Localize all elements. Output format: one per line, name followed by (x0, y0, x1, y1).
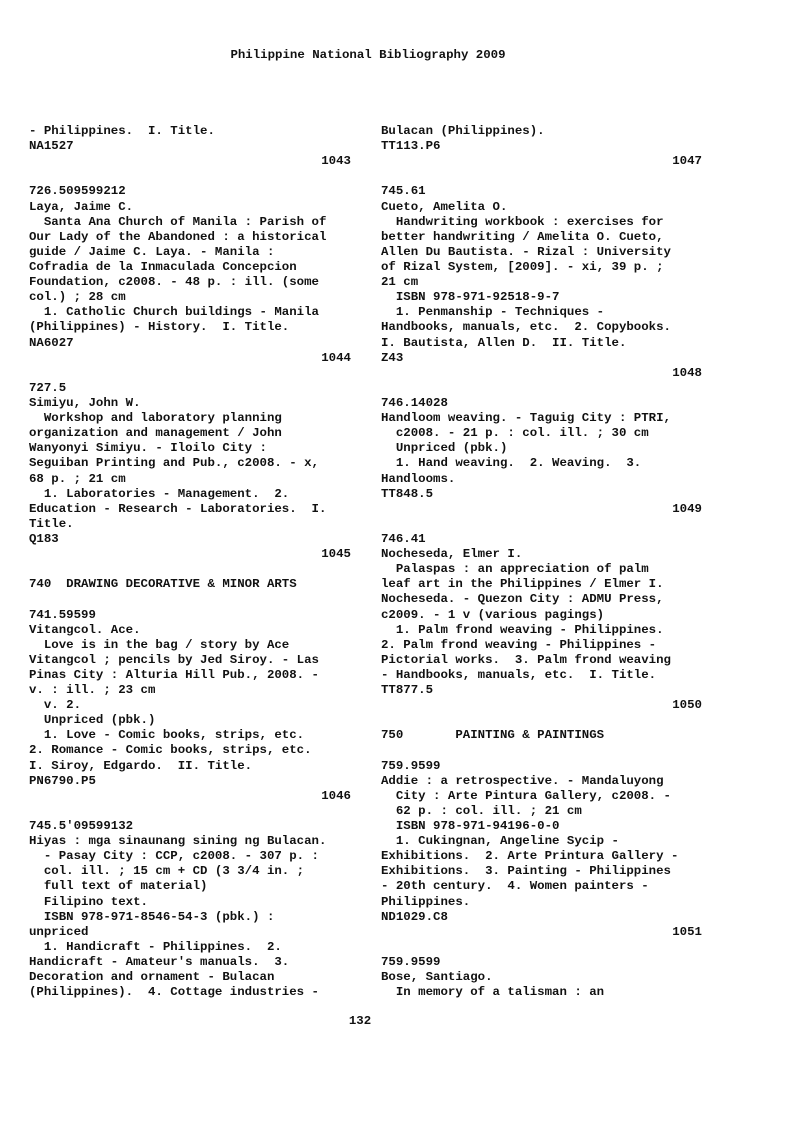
entry-line: 2. Palm frond weaving - Philippines - (381, 637, 657, 652)
entry-line: full text of material) (29, 879, 208, 894)
entry-line: Wanyonyi Simiyu. - Iloilo City : (29, 441, 267, 456)
entry-line: Unpriced (pbk.) (29, 713, 156, 728)
entry-line: Z43 (381, 350, 404, 365)
entry-line: 727.5 (29, 380, 67, 395)
entry-line: Filipino text. (29, 894, 148, 909)
entry-line: PN6790.P5 (29, 773, 96, 788)
entry-line: Q183 (29, 531, 59, 546)
entry-line: 726.509599212 (29, 184, 126, 199)
left-column (29, 124, 351, 1000)
entry-line: Simiyu, John W. (29, 395, 141, 410)
blank-line (381, 713, 702, 728)
entry-line: Pinas City : Alturia Hill Pub., 2008. - (29, 667, 319, 682)
entry-line: ND1029.C8 (381, 909, 448, 924)
entry-line: 750 PAINTING & PAINTINGS (381, 728, 605, 743)
entry-line: - Philippines. I. Title. (29, 124, 215, 138)
running-header: Philippine National Bibliography 2009 (230, 48, 506, 62)
entry-line: 759.9599 (381, 955, 441, 970)
entry-line: Laya, Jaime C. (29, 199, 134, 214)
entry-line: Handwriting workbook : exercises for (381, 214, 664, 229)
entry-line: Hiyas : mga sinaunang sining ng Bulacan. (29, 834, 327, 849)
entry-line: Bulacan (Philippines). (381, 124, 545, 138)
entry-line: Decoration and ornament - Bulacan (29, 970, 275, 985)
entry-line: organization and management / John (29, 426, 282, 441)
entry-line: TT113.P6 (381, 139, 441, 154)
entry-line: Nocheseda. - Quezon City : ADMU Press, (381, 592, 664, 607)
entry-number: 1047 (672, 154, 702, 169)
entry-line: Cueto, Amelita O. (381, 199, 508, 214)
entry-line: 1. Handicraft - Philippines. 2. (29, 939, 282, 954)
entry-line: v. : ill. ; 23 cm (29, 683, 156, 698)
entry-line: In memory of a talisman : an (381, 985, 605, 1000)
entry-line: Handlooms. (381, 471, 456, 486)
entry-number: 1050 (672, 698, 702, 713)
entry-line: better handwriting / Amelita O. Cueto, (381, 229, 664, 244)
entry-number: 1048 (672, 365, 702, 380)
entry-line: 1. Love - Comic books, strips, etc. (29, 728, 305, 743)
entry-line: 2. Romance - Comic books, strips, etc. (29, 743, 312, 758)
entry-line: Handicraft - Amateur's manuals. 3. (29, 955, 290, 970)
entry-line: 741.59599 (29, 607, 96, 622)
entry-line: Education - Research - Laboratories. I. (29, 501, 327, 516)
entry-line: Palaspas : an appreciation of palm (381, 562, 649, 577)
entry-line: Allen Du Bautista. - Rizal : University (381, 244, 671, 259)
entry-line: - 20th century. 4. Women painters - (381, 879, 649, 894)
entry-line: 1. Catholic Church buildings - Manila (29, 305, 319, 320)
entry-number: 1046 (321, 788, 351, 803)
entry-line: c2009. - 1 v (various pagings) (381, 607, 605, 622)
blank-line (29, 592, 351, 607)
entry-line: col. ill. ; 15 cm + CD (3 3/4 in. ; (29, 864, 305, 879)
entry-line: - Pasay City : CCP, c2008. - 307 p. : (29, 849, 319, 864)
blank-line (29, 804, 351, 819)
entry-line: Cofradia de la Inmaculada Concepcion (29, 259, 297, 274)
entry-line: Santa Ana Church of Manila : Parish of (29, 214, 327, 229)
entry-line: 745.5'09599132 (29, 819, 134, 834)
blank-line (29, 366, 351, 381)
page-number: 132 (348, 1014, 372, 1028)
entry-number: 1051 (672, 924, 702, 939)
entry-line: - Handbooks, manuals, etc. I. Title. (381, 667, 657, 682)
entry-line: Our Lady of the Abandoned : a historical (29, 229, 327, 244)
blank-line (29, 169, 351, 184)
entry-line: Pictorial works. 3. Palm frond weaving (381, 652, 671, 667)
entry-line: ISBN 978-971-8546-54-3 (pbk.) : (29, 909, 275, 924)
entry-line: City : Arte Pintura Gallery, c2008. - (381, 788, 671, 803)
entry-line: Nocheseda, Elmer I. (381, 547, 523, 562)
entry-number: 1044 (321, 350, 351, 365)
entry-line: Vitangcol ; pencils by Jed Siroy. - Las (29, 652, 319, 667)
entry-line: NA1527 (29, 139, 74, 154)
blank-line (381, 381, 702, 396)
entry-line: TT848.5 (381, 486, 434, 501)
entry-line: 1. Hand weaving. 2. Weaving. 3. (381, 456, 642, 471)
blank-line (381, 517, 702, 532)
entry-line: Handloom weaving. - Taguig City : PTRI, (381, 411, 671, 426)
entry-line: 1. Penmanship - Techniques - (381, 305, 605, 320)
entry-line: (Philippines). 4. Cottage industries - (29, 985, 319, 1000)
entry-line: Handbooks, manuals, etc. 2. Copybooks. (381, 320, 671, 335)
entry-line: Bose, Santiago. (381, 970, 493, 985)
entry-line: unpriced (29, 924, 89, 939)
entry-number: 1043 (321, 154, 351, 169)
entry-line: 746.41 (381, 531, 426, 546)
entry-line: I. Siroy, Edgardo. II. Title. (29, 758, 253, 773)
entry-line: c2008. - 21 p. : col. ill. ; 30 cm (381, 426, 649, 441)
entry-line: col.) ; 28 cm (29, 290, 126, 305)
entry-line: Love is in the bag / story by Ace (29, 637, 290, 652)
entry-line: of Rizal System, [2009]. - xi, 39 p. ; (381, 259, 664, 274)
entry-line: Exhibitions. 3. Painting - Philippines (381, 864, 671, 879)
entry-line: NA6027 (29, 335, 74, 350)
entry-line: 62 p. : col. ill. ; 21 cm (381, 803, 582, 818)
entry-line: Foundation, c2008. - 48 p. : ill. (some (29, 275, 319, 290)
entry-line: 746.14028 (381, 395, 448, 410)
blank-line (381, 169, 702, 184)
entry-line: 745.61 (381, 184, 426, 199)
entry-line: Seguiban Printing and Pub., c2008. - x, (29, 456, 319, 471)
entry-line: 759.9599 (381, 758, 441, 773)
entry-line: Addie : a retrospective. - Mandaluyong (381, 773, 664, 788)
entry-line: Workshop and laboratory planning (29, 411, 282, 426)
entry-line: TT877.5 (381, 683, 434, 698)
entry-line: v. 2. (29, 698, 82, 713)
entry-number: 1049 (672, 501, 702, 516)
entry-line: ISBN 978-971-92518-9-7 (381, 290, 560, 305)
entry-line: guide / Jaime C. Laya. - Manila : (29, 244, 275, 259)
entry-line: 1. Laboratories - Management. 2. (29, 486, 290, 501)
entry-line: Title. (29, 516, 74, 531)
entry-number: 1045 (321, 547, 351, 562)
blank-line (381, 743, 702, 758)
entry-line: 740 DRAWING DECORATIVE & MINOR ARTS (29, 577, 297, 592)
entry-line: I. Bautista, Allen D. II. Title. (381, 335, 627, 350)
entry-line: leaf art in the Philippines / Elmer I. (381, 577, 664, 592)
entry-line: Unpriced (pbk.) (381, 441, 508, 456)
blank-line (29, 562, 351, 577)
entry-line: Vitangcol. Ace. (29, 622, 141, 637)
blank-line (381, 940, 702, 955)
entry-line: 1. Cukingnan, Angeline Sycip - (381, 834, 619, 849)
entry-line: 21 cm (381, 275, 419, 290)
entry-line: ISBN 978-971-94196-0-0 (381, 819, 560, 834)
entry-line: 1. Palm frond weaving - Philippines. (381, 622, 664, 637)
entry-line: 68 p. ; 21 cm (29, 471, 126, 486)
entry-line: Philippines. (381, 894, 471, 909)
right-column (381, 124, 702, 1000)
entry-line: Exhibitions. 2. Arte Printura Gallery - (381, 849, 679, 864)
entry-line: (Philippines) - History. I. Title. (29, 320, 290, 335)
